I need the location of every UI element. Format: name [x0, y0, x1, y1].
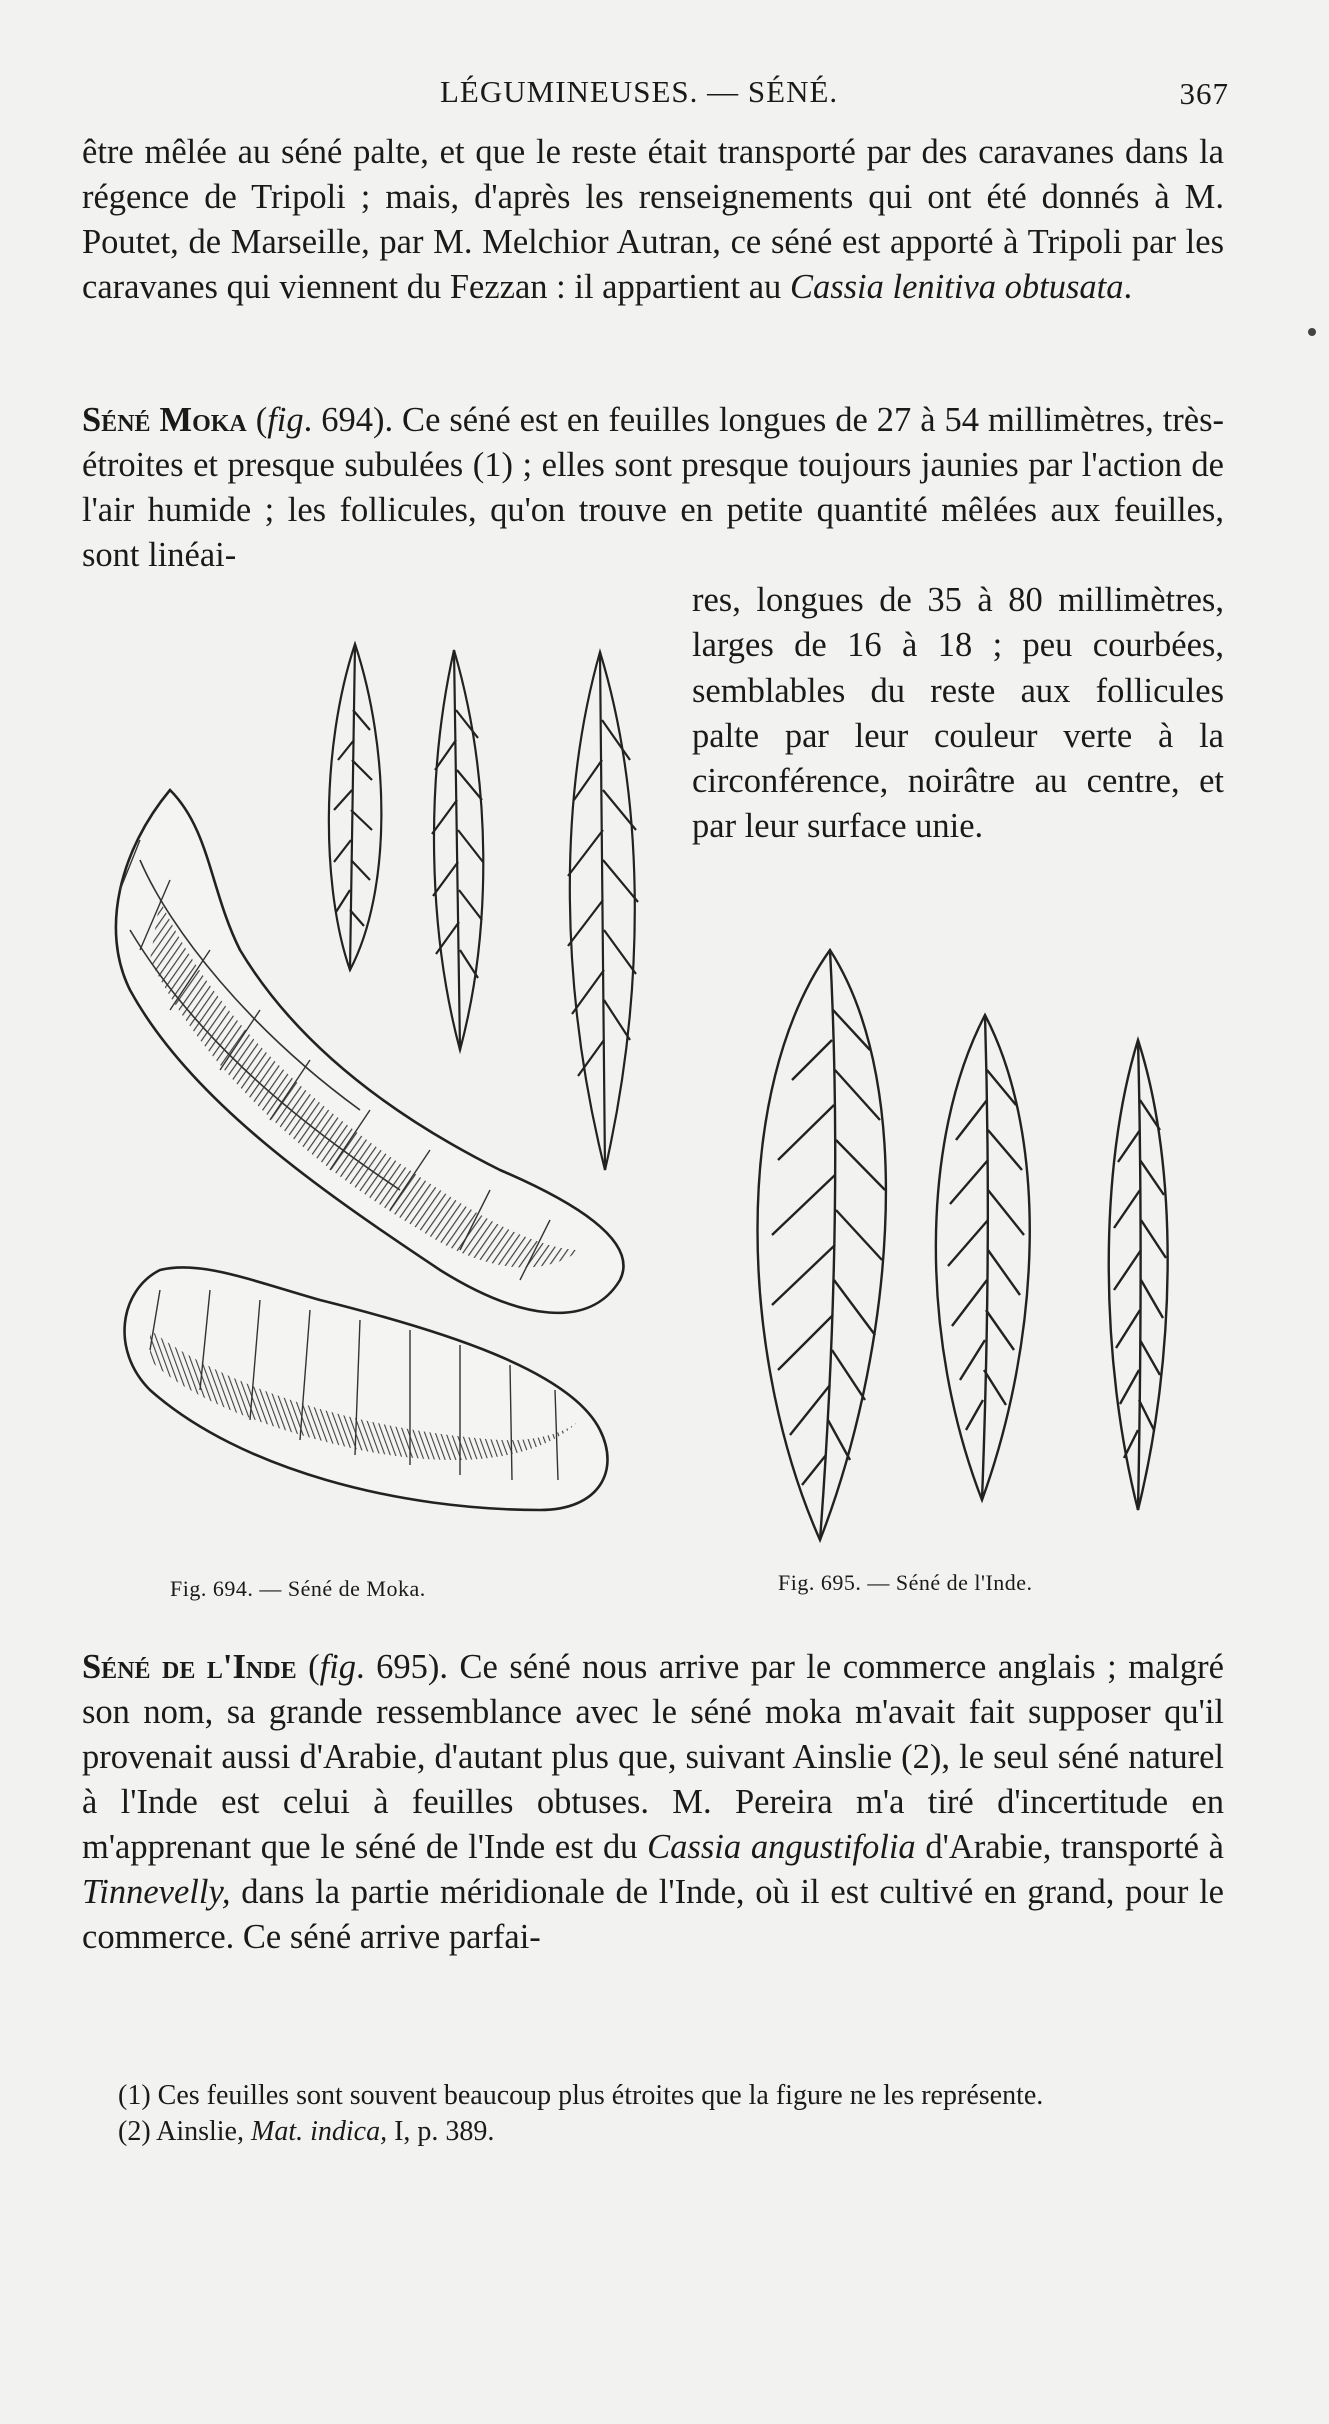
paragraph-sene-moka: [82, 398, 1224, 578]
heading-sene-inde: Séné de l'Inde: [82, 1648, 297, 1686]
fig-ref: fig: [267, 401, 304, 439]
heading-sene-moka: Séné Moka: [82, 401, 247, 439]
footnote-2: [82, 2114, 1230, 2150]
species-name: Cassia lenitiva obtusata: [789, 268, 1124, 306]
paragraph-sene-inde: [82, 1645, 1224, 1960]
moka-pod-upper: [116, 790, 624, 1313]
footnotes: [82, 2078, 1230, 2150]
paragraph-moka-wrapped: res, longues de 35 à 80 millimètres, larges de 16 à 18 ; peu courbées, semblables du reste aux follicules palte par leur couleur verte à la circonférence, noirâtre au centre, et par leur surface unie.: [692, 581, 1224, 846]
fig-ref: fig: [319, 1648, 356, 1686]
inde-text-a: Ce séné nous arrive par le commerce anglais ; malgré son nom, sa grande ressemblance avec le séné moka m'avait fait supposer qu'il provenait aussi d'Arabie, d'autant plus que, suivant Ainslie (2), le seul séné naturel à l'Inde est celui à feuilles obtuses. M. Pereira m'a tiré d'incertitude en m'apprenant que le séné de l'Inde est du: [82, 1648, 1224, 1866]
figure-694-caption: Fig. 694. — Séné de Moka.: [170, 1576, 426, 1601]
figure-694-illustration: [100, 630, 680, 1560]
inde-text-b: d'Arabie, transporté à: [915, 1828, 1224, 1866]
figure-695: [720, 940, 1200, 1595]
paragraph-1-end: .: [1123, 268, 1133, 306]
fig-ref-close: . 694).: [303, 401, 394, 439]
inde-text-c: dans la partie méridionale de l'Inde, où il est cultivé en grand, pour le commerce. Ce séné arrive parfai-: [82, 1873, 1224, 1956]
footnote-1: (1) Ces feuilles sont souvent beaucoup plus étroites que la figure ne les représente.: [118, 2080, 1044, 2111]
figure-694: [100, 630, 680, 1601]
inde-leaves: [758, 950, 1168, 1540]
running-header: [80, 66, 1229, 118]
moka-leaves: [329, 644, 638, 1170]
fig-ref-open: (: [246, 401, 268, 439]
footnote-2-rest: I, p. 389.: [387, 2116, 495, 2147]
page-number: 367: [1179, 76, 1229, 111]
paragraph-1-text: être mêlée au séné palte, et que le reste était transporté par des caravanes dans la régence de Tripoli ; mais, d'après les renseignements qui ont été donnés à M. Poutet, de Marseille, par M. Melchior Autran, ce séné est apporté à Tripoli par les caravanes qui viennent du Fezzan : il appartient au: [82, 133, 1224, 306]
place-tinnevelly: Tinnevelly,: [82, 1873, 231, 1911]
fig-ref-open: (: [296, 1648, 320, 1686]
species-cassia-angustifolia: Cassia angustifolia: [647, 1828, 916, 1866]
margin-speck: [1308, 328, 1316, 336]
figure-695-caption: Fig. 695. — Séné de l'Inde.: [778, 1570, 1033, 1595]
figure-695-illustration: [720, 940, 1200, 1560]
moka-description: Ce séné est en feuilles longues de 27 à 54 millimètres, très-étroites et presque subulées (1) ; elles sont presque toujours jaunies par l'action de l'air humide ; les follicules, qu'on trouve en petite quantité mêlées aux feuilles, sont linéai-: [82, 401, 1225, 574]
paragraph-continuation: [82, 130, 1224, 310]
running-title: LÉGUMINEUSES. — SÉNÉ.: [440, 74, 839, 109]
fig-ref-close: . 695).: [356, 1648, 448, 1686]
footnote-2-title: Mat. indica,: [251, 2116, 388, 2147]
footnote-2-prefix: (2) Ainslie,: [118, 2116, 244, 2147]
